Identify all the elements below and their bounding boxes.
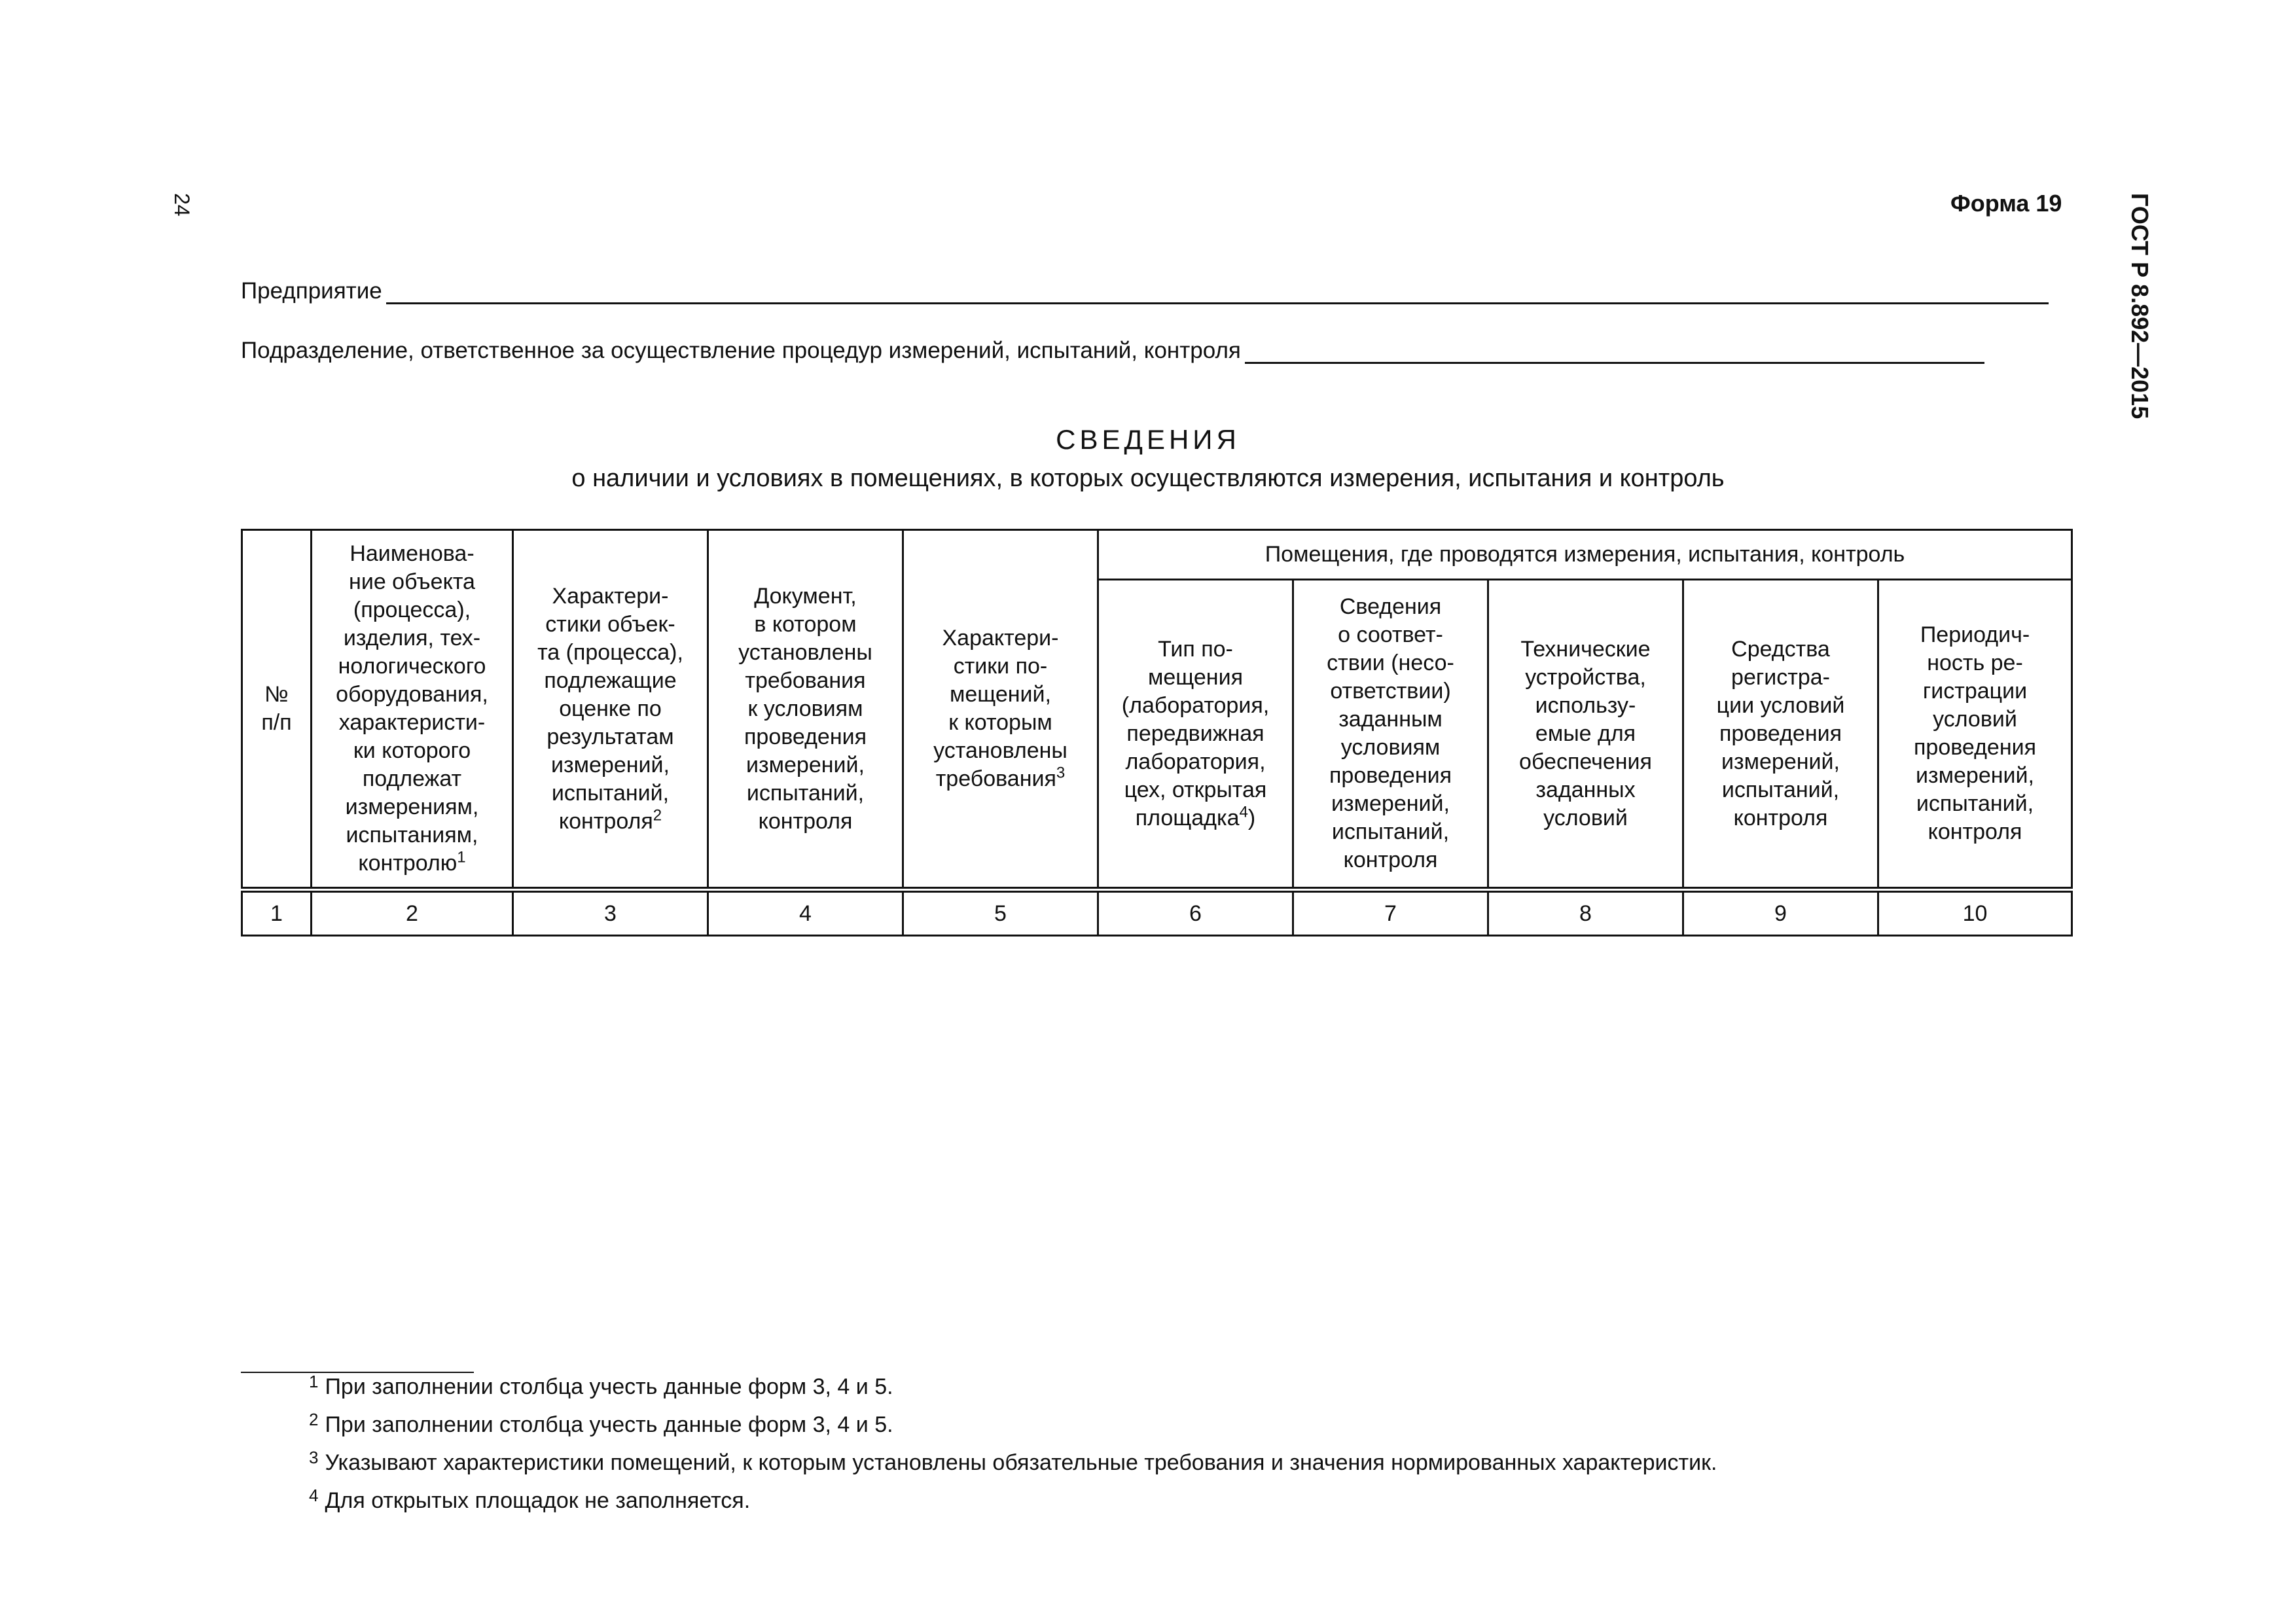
column-number: 2 — [312, 890, 513, 936]
footnote-text: При заполнении столбца учесть данные форм 3, 4 и 5. — [325, 1412, 893, 1437]
footnote — [309, 1450, 1717, 1476]
footnote — [309, 1488, 750, 1514]
column-number: 3 — [513, 890, 708, 936]
division-input-line[interactable] — [1245, 338, 1984, 364]
footnote — [309, 1412, 893, 1438]
column-header — [903, 530, 1098, 890]
page-number: 24 — [170, 193, 194, 217]
form-label: Форма 19 — [1950, 190, 2062, 217]
division-field-row — [241, 338, 1984, 364]
column-number: 4 — [708, 890, 903, 936]
column-header — [513, 530, 708, 890]
column-header-text: Сведения о соответ- ствии (несо- ответствии) заданным условиям проведения измерений, испытаний, контроля — [1327, 594, 1454, 872]
column-header — [1098, 580, 1293, 890]
column-header-text: Средства регистра- ции условий проведения измерений, испытаний, контроля — [1716, 636, 1845, 830]
footnote-mark: 2 — [309, 1410, 319, 1429]
footnote-reference: 2 — [653, 806, 662, 825]
column-header — [1293, 580, 1488, 890]
column-header — [708, 530, 903, 890]
column-header-text: Технические устройства, использу- емые для обеспечения заданных условий — [1519, 636, 1652, 830]
column-header — [1683, 580, 1878, 890]
column-header-text: Периодич- ность ре- гистрации условий проведения измерений, испытаний, контроля — [1914, 622, 2036, 844]
column-number: 7 — [1293, 890, 1488, 936]
column-number: 9 — [1683, 890, 1878, 936]
column-header — [312, 530, 513, 890]
column-number: 1 — [242, 890, 312, 936]
footnote-text: При заполнении столбца учесть данные форм 3, 4 и 5. — [325, 1374, 893, 1399]
footnote-reference: 3 — [1056, 764, 1066, 782]
enterprise-input-line[interactable] — [386, 279, 2049, 304]
column-header — [242, 530, 312, 890]
column-number: 10 — [1878, 890, 2072, 936]
column-header-text: Характери- стики по- мещений, к которым установлены требования — [933, 626, 1067, 791]
column-number: 5 — [903, 890, 1098, 936]
standard-code: ГОСТ Р 8.892—2015 — [2126, 193, 2153, 419]
column-header-text: Характери- стики объек- та (процесса), подлежащие оценке по результатам измерений, испытаний, контроля — [537, 583, 683, 834]
footnote-mark: 4 — [309, 1486, 319, 1505]
form-table — [241, 529, 2073, 936]
column-header-text: Наименова- ние объекта (процесса), изделия, тех- нологического оборудования, характеристи- ки которого подлежат измерениям, испытаниям, контролю — [336, 541, 488, 876]
column-header — [1878, 580, 2072, 890]
column-number: 6 — [1098, 890, 1293, 936]
footnote-text: Указывают характеристики помещений, к которым установлены обязательные требования и значения нормированных характеристик. — [325, 1450, 1717, 1475]
column-header-text-tail: ) — [1247, 805, 1256, 830]
column-header-text: Документ, в котором установлены требования к условиям проведения измерений, испытаний, контроля — [738, 583, 872, 834]
document-title: СВЕДЕНИЯ — [1056, 424, 1240, 455]
column-header-text: № п/п — [261, 682, 292, 735]
column-header-text: Тип по- мещения (лаборатория, передвижная лаборатория, цех, открытая площадка — [1121, 636, 1270, 830]
column-number: 8 — [1488, 890, 1683, 936]
footnote-mark: 1 — [309, 1372, 319, 1391]
footnote-separator — [241, 1372, 474, 1373]
document-subtitle: о наличии и условиях в помещениях, в которых осуществляются измерения, испытания и контроль — [571, 465, 1725, 492]
footnote — [309, 1374, 893, 1400]
footnote-reference: 1 — [457, 848, 466, 866]
footnote-reference: 4 — [1239, 803, 1248, 821]
division-label: Подразделение, ответственное за осуществление процедур измерений, испытаний, контроля — [241, 338, 1241, 363]
enterprise-field-row — [241, 278, 2049, 304]
enterprise-label: Предприятие — [241, 278, 382, 304]
column-header — [1488, 580, 1683, 890]
footnote-mark: 3 — [309, 1448, 319, 1467]
premises-group-header: Помещения, где проводятся измерения, испытания, контроль — [1098, 530, 2072, 580]
footnote-text: Для открытых площадок не заполняется. — [325, 1488, 751, 1513]
